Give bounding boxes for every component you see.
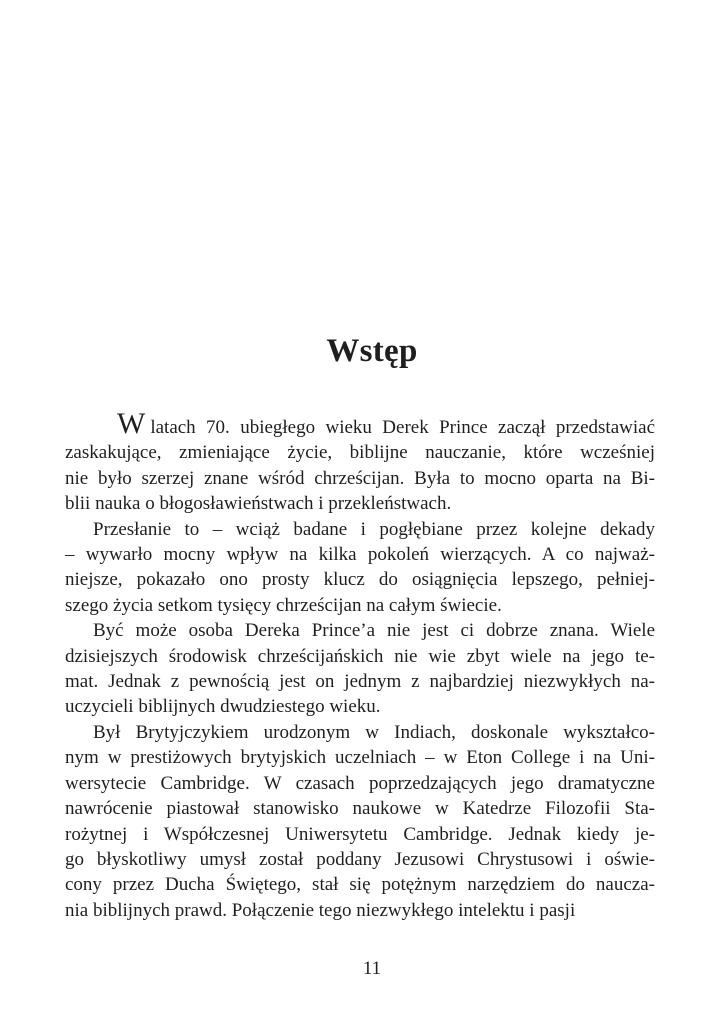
text-line: nie było szerzej znane wśród chrześcijan. Była to mocno oparta na Bi- [65, 467, 655, 489]
text-line: blii nauka o błogosławieństwach i przekleństwach. [65, 493, 452, 515]
text-line: nym w prestiżowych brytyjskich uczelniach – w Eton College i na Uni- [65, 747, 655, 769]
text-line: Być może osoba Dereka Prince’a nie jest ci dobrze znana. Wiele [93, 620, 655, 642]
initial-capital: W [117, 407, 146, 440]
paragraph [65, 517, 655, 619]
text-block [65, 407, 655, 923]
text-line: wersytecie Cambridge. W czasach poprzedzających jego dramatyczne [65, 772, 655, 794]
text-line: Był Brytyjczykiem urodzonym w Indiach, doskonale wykształco- [93, 721, 655, 743]
text-line: uczycieli biblijnych dwudziestego wieku. [65, 696, 381, 718]
chapter-title: Wstęp [326, 333, 418, 369]
page-number: 11 [362, 958, 382, 979]
text-line: Wlatach 70. ubiegłego wieku Derek Prince zaczął przedstawiać [117, 407, 655, 440]
text-line: Przesłanie to – wciąż badane i pogłębiane przez kolejne dekady [93, 518, 655, 540]
text-line: mat. Jednak z pewnością jest on jednym z najbardziej niezwykłych na- [65, 671, 655, 693]
text-line: nia biblijnych prawd. Połączenie tego niezwykłego intelektu i pasji [65, 899, 576, 921]
paragraph [65, 720, 655, 923]
paragraph [65, 618, 655, 720]
text-line: zaskakujące, zmieniające życie, biblijne nauczanie, które wcześniej [65, 442, 655, 464]
text-line: szego życia setkom tysięcy chrześcijan na całym świecie. [65, 594, 502, 616]
text-line: rożytnej i Współczesnej Uniwersytetu Cambridge. Jednak kiedy je- [65, 823, 655, 845]
text-line: niejsze, pokazało ono prosty klucz do osiągnięcia lepszego, pełniej- [65, 569, 655, 591]
text-line: go błyskotliwy umysł został poddany Jezusowi Chrystusowi i oświe- [65, 848, 655, 870]
text-line: cony przez Ducha Świętego, stał się potężnym narzędziem do naucza- [65, 874, 655, 896]
text-line: dzisiejszych środowisk chrześcijańskich nie wie zbyt wiele na jego te- [65, 645, 655, 667]
paragraph [65, 407, 655, 517]
text-line: nawrócenie piastował stanowisko naukowe w Katedrze Filozofii Sta- [65, 798, 655, 820]
text-line: – wywarło mocny wpływ na kilka pokoleń wierzących. A co najważ- [65, 544, 655, 566]
